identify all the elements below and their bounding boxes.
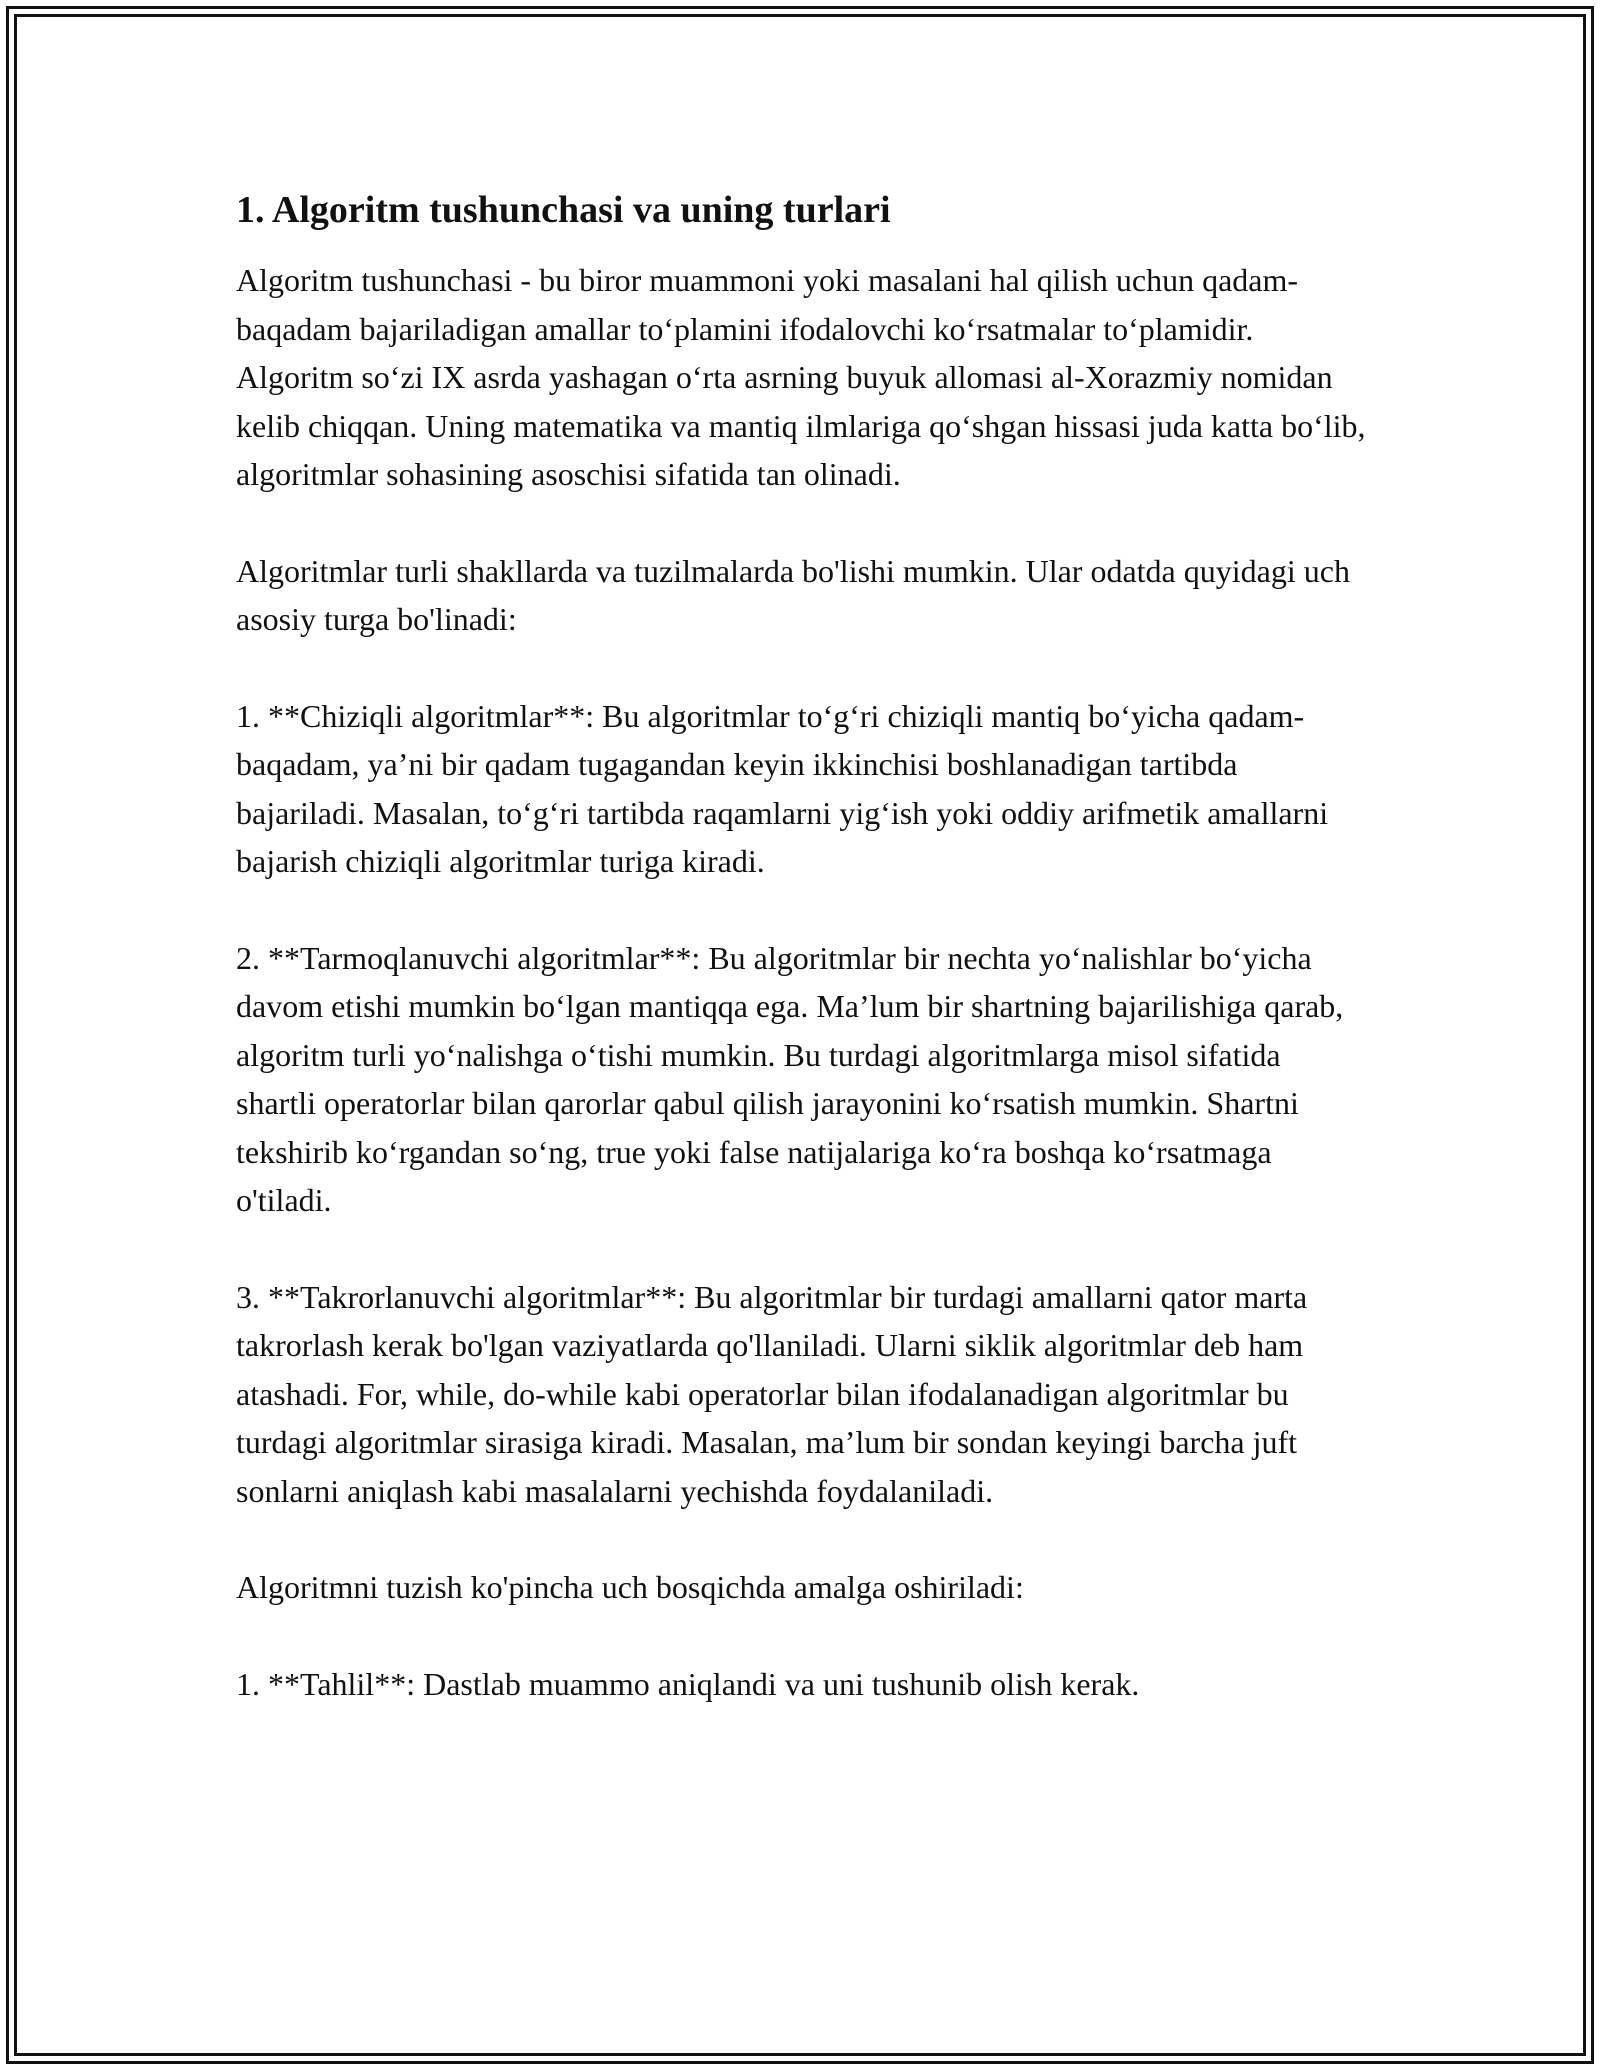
paragraph-analysis-stage: 1. **Tahlil**: Dastlab muammo aniqlandi va uni tushunib olish kerak. [236, 1665, 1140, 1702]
document-body [236, 186, 1366, 1756]
paragraph-linear-algorithms: 1. **Chiziqli algoritmlar**: Bu algoritmlar to‘g‘ri chiziqli mantiq bo‘yicha qadam-baqadam, ya’ni bir qadam tugagandan keyin ikkinchisi boshlanadigan tartibda bajariladi. Masalan, to‘g‘ri tartibda raqamlarni yig‘ish yoki oddiy arifmetik amallarni bajarish chiziqli algoritmlar turiga kiradi. [236, 697, 1329, 879]
paragraph-looping-algorithms: 3. **Takrorlanuvchi algoritmlar**: Bu algoritmlar bir turdagi amallarni qator marta takrorlash kerak bo'lgan vaziyatlarda qo'llaniladi. Ularni siklik algoritmlar deb ham atashadi. For, while, do-while kabi operatorlar bilan ifodalanadigan algoritmlar bu turdagi algoritmlar sirasiga kiradi. Masalan, ma’lum bir sondan keyingi barcha juft sonlarni aniqlash kabi masalalarni yechishda foydalaniladi. [236, 1278, 1308, 1509]
paragraph-types-intro: Algoritmlar turli shakllarda va tuzilmalarda bo'lishi mumkin. Ular odatda quyidagi uch asosiy turga bo'linadi: [236, 552, 1350, 637]
section-heading: 1. Algoritm tushunchasi va uning turlari [236, 189, 891, 231]
paragraph-branching-algorithms: 2. **Tarmoqlanuvchi algoritmlar**: Bu algoritmlar bir nechta yo‘nalishlar bo‘yicha davom etishi mumkin bo‘lgan mantiqqa ega. Ma’lum bir shartning bajarilishiga qarab, algoritm turli yo‘nalishga o‘tishi mumkin. Bu turdagi algoritmlarga misol sifatida shartli operatorlar bilan qarorlar qabul qilish jarayonini ko‘rsatish mumkin. Shartni tekshirib ko‘rgandan so‘ng, true yoki false natijalariga ko‘ra boshqa ko‘rsatmaga o'tiladi. [236, 939, 1344, 1218]
paragraph-stages-intro: Algoritmni tuzish ko'pincha uch bosqichda amalga oshiriladi: [236, 1569, 1024, 1605]
paragraph-definition: Algoritm tushunchasi - bu biror muammoni yoki masalani hal qilish uchun qadam-baqadam bajariladigan amallar to‘plamini ifodalovchi ko‘rsatmalar to‘plamidir. Algoritm so‘zi IX asrda yashagan o‘rta asrning buyuk allomasi al-Xorazmiy nomidan kelib chiqqan. Uning matematika va mantiq ilmlariga qo‘shgan hissasi juda katta bo‘lib, algoritmlar sohasining asoschisi sifatida tan olinadi. [236, 262, 1366, 492]
